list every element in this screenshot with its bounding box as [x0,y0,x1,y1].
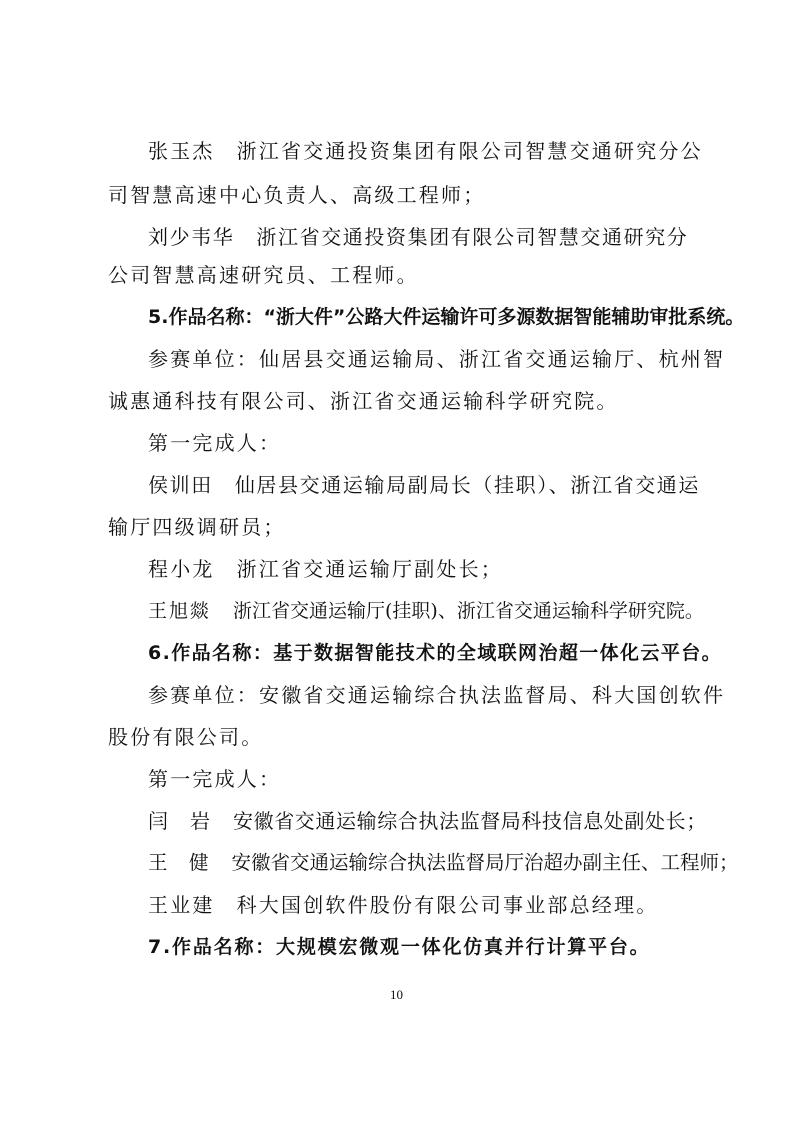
person-title: 仙居县交通运输局副局长（挂职）、浙江省交通运 [234,473,701,497]
person-title: 浙江省交通投资集团有限公司智慧交通研究分公 [236,139,703,163]
person-name: 侯训田 [148,473,213,497]
person-line [148,848,748,878]
work-heading-7: 7.作品名称：大规模宏微观一体化仿真并行计算平台。 [148,936,651,958]
person-line [148,806,748,836]
first-completer-label: 第一完成人： [148,767,282,791]
first-completer-label: 第一完成人： [148,431,282,455]
person-title: 安徽省交通运输综合执法监督局科技信息处副处长； [233,809,707,833]
continuation-line: 股份有限公司。 [108,725,264,749]
continuation-line: 输厅四级调研员； [108,515,286,539]
person-title: 科大国创软件股份有限公司事业部总经理。 [236,893,659,917]
person-name: 王旭燚 [148,600,212,622]
person-line [148,890,748,920]
page-number: 10 [390,987,403,1002]
person-line [148,470,748,500]
person-name: 程小龙 [148,557,215,581]
person-line [148,596,748,626]
person-name: 王 健 [148,851,210,874]
work-heading-5: 5.作品名称：“浙大件”公路大件运输许可多源数据智能辅助审批系统。 [148,306,745,328]
person-title: 安徽省交通运输综合执法监督局厅治超办副主任、工程师； [231,851,739,874]
continuation-line: 诚惠通科技有限公司、浙江省交通运输科学研究院。 [108,389,619,413]
person-name: 王业建 [148,893,215,917]
person-title: 浙江省交通投资集团有限公司智慧交通研究分 [256,225,689,249]
person-line [148,136,748,166]
continuation-line: 司智慧高速中心负责人、高级工程师； [108,183,486,207]
participant-units: 参赛单位：仙居县交通运输局、浙江省交通运输厅、杭州智 [148,347,726,371]
person-name: 张玉杰 [148,139,215,163]
person-name: 刘少韦华 [148,225,235,249]
participant-units: 参赛单位：安徽省交通运输综合执法监督局、科大国创软件 [148,683,726,707]
person-title: 浙江省交通运输厅副处长； [236,557,504,581]
person-title: 浙江省交通运输厅(挂职)、浙江省交通运输科学研究院。 [233,600,704,622]
person-line [148,554,748,584]
work-heading-6: 6.作品名称：基于数据智能技术的全域联网治超一体化云平台。 [148,642,723,664]
continuation-line: 公司智慧高速研究员、工程师。 [108,263,419,287]
person-name: 闫 岩 [148,809,211,833]
person-line [148,222,748,252]
